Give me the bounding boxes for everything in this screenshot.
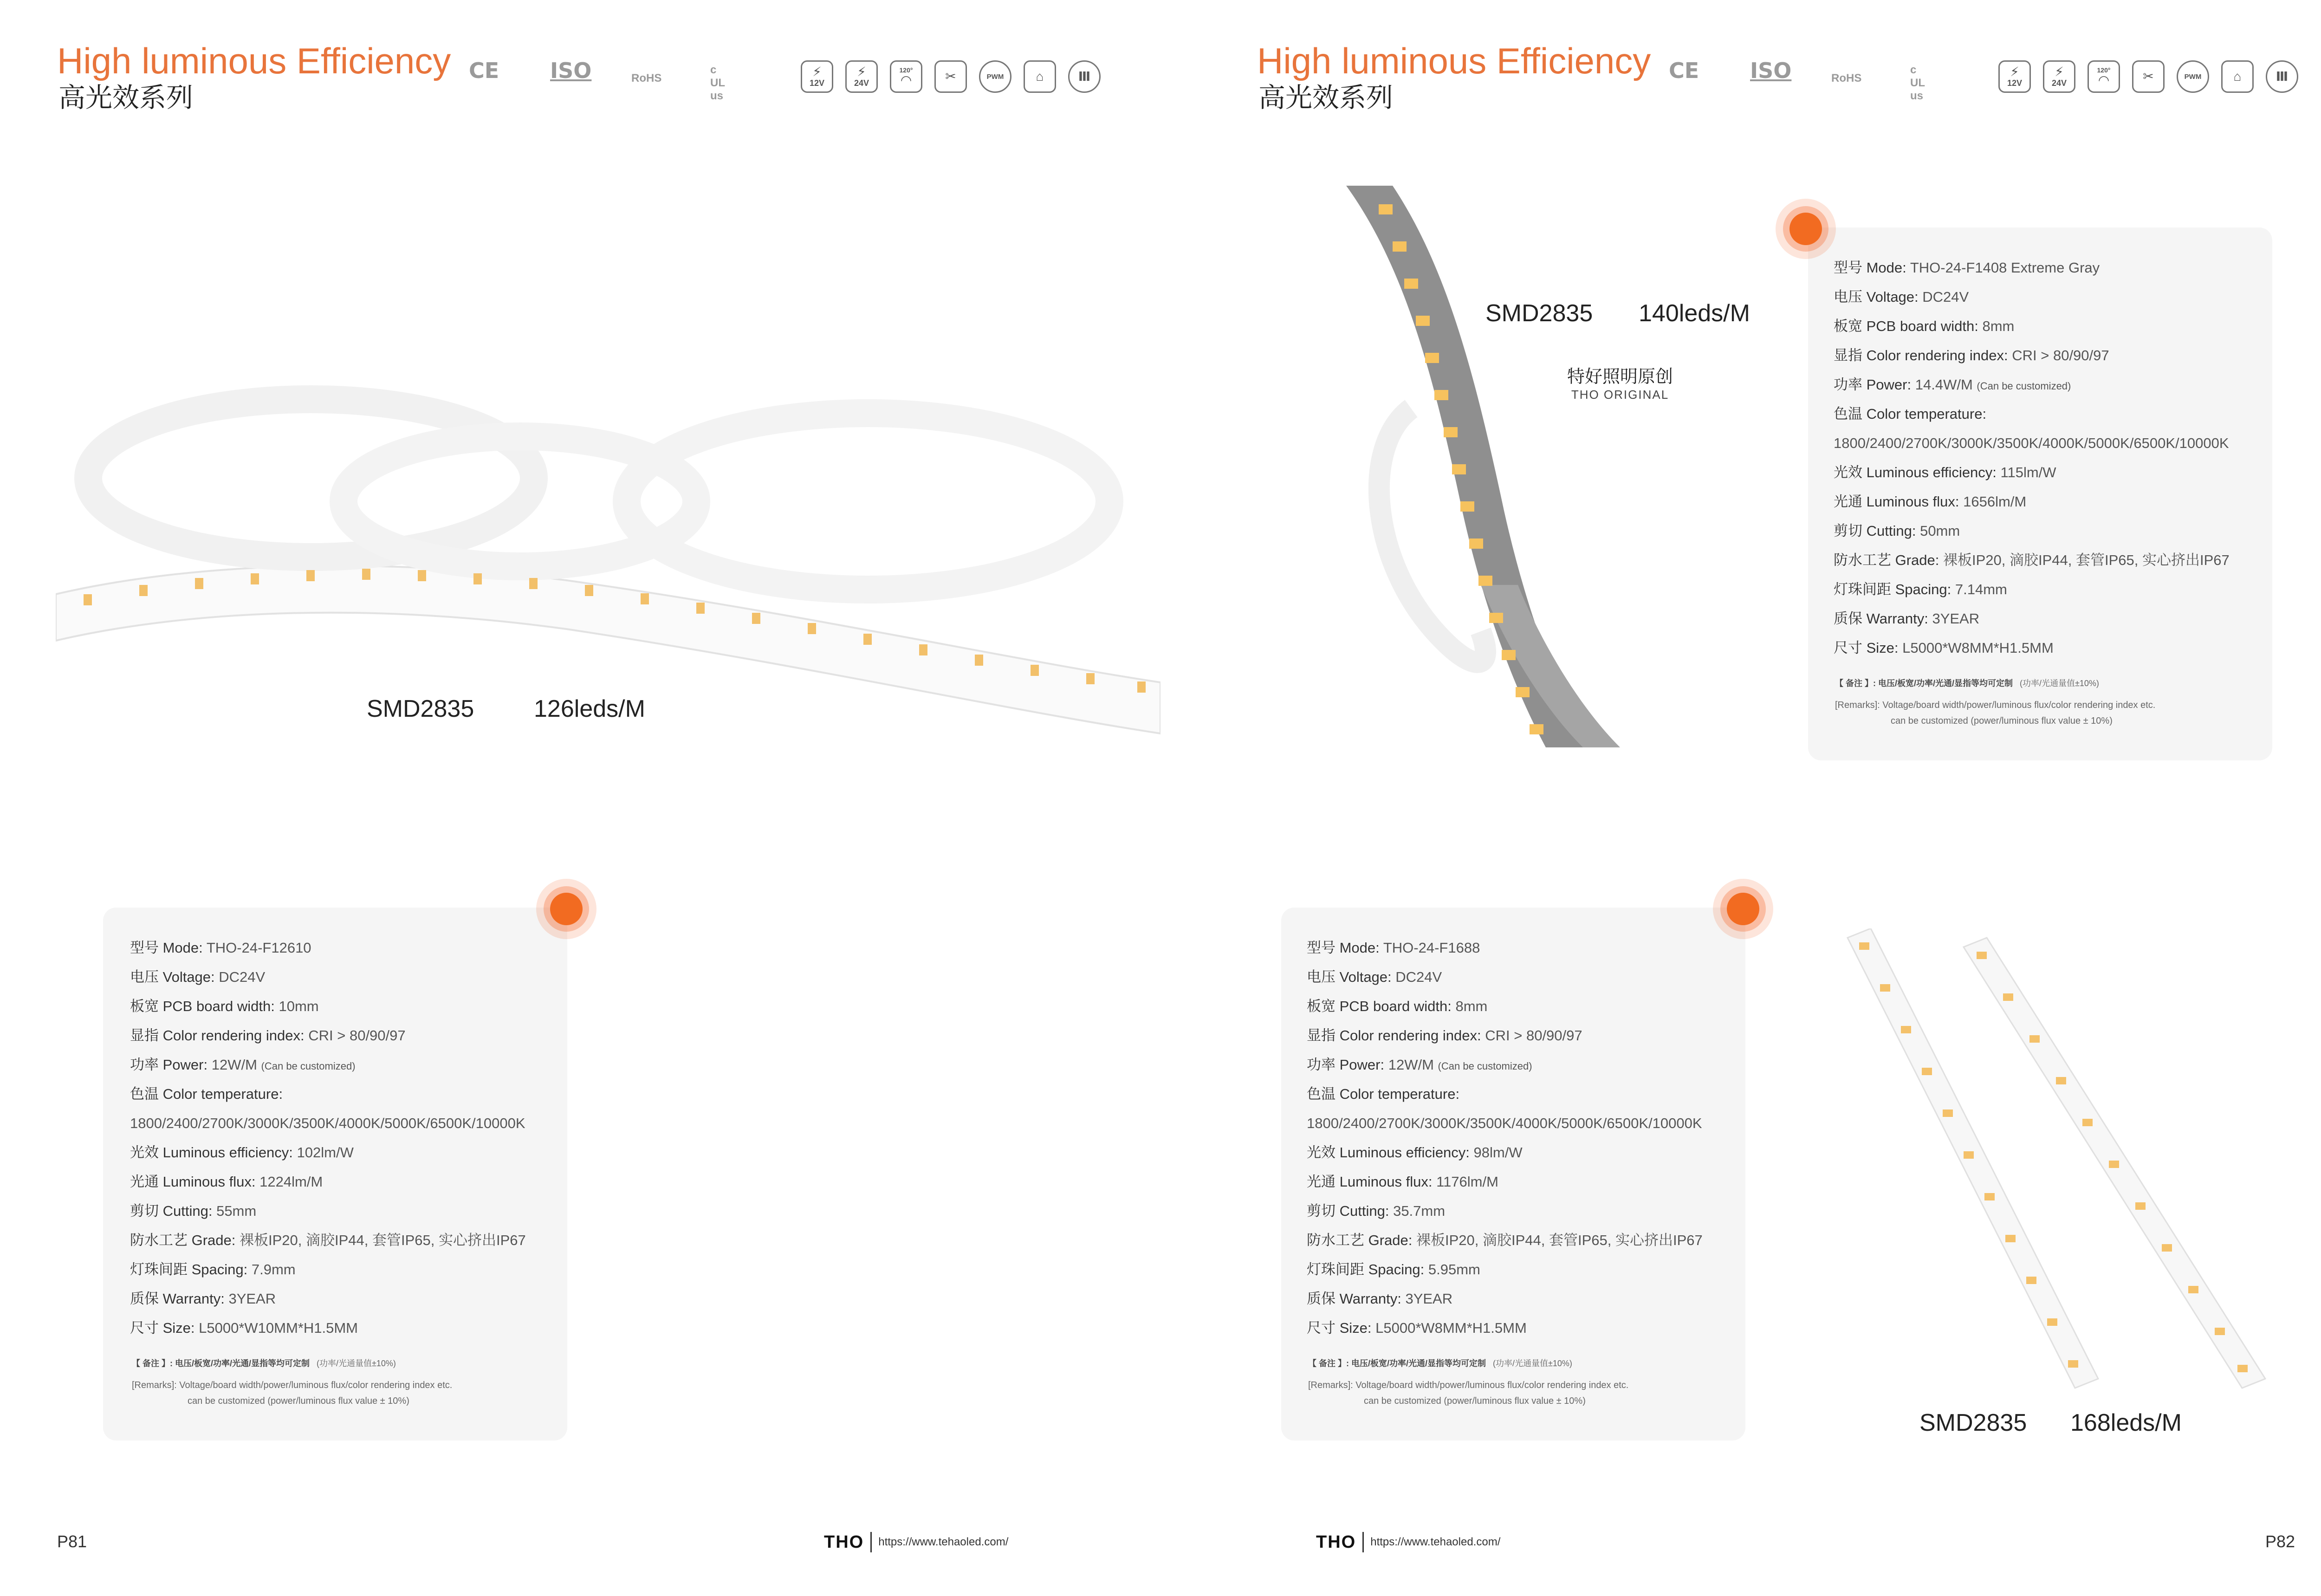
remark-en-1: [Remarks]: Voltage/board width/power/luminous flux/color rendering index etc. [1308,1380,1629,1390]
iso-icon: ISO [550,58,592,83]
spec-card-f1408 [1808,227,2272,760]
feature-icons [801,60,1101,93]
spec-list [1307,933,1703,1343]
spec-spacing: 灯珠间距 Spacing: 5.95mm [1307,1261,1480,1278]
spec-efficiency: 光效 Luminous efficiency: 98lm/W [1307,1144,1523,1161]
spec-list [130,933,526,1343]
24v-icon: ⚡ 24V [845,60,878,93]
page-number-right: P82 [2265,1532,2295,1551]
spec-color-temp-values: 1800/2400/2700K/3000K/3500K/4000K/5000K/6500K/10000K [1834,435,2229,451]
remark-cn: 【 备注 】: 电压/板宽/功率/光通/显指等均可定制 (功率/光通量值±10%) [132,1359,396,1368]
remark-en-2: can be customized (power/luminous flux value ± 10%) [1364,1396,1586,1406]
spec-size: 尺寸 Size: L5000*W8MM*H1.5MM [1307,1320,1527,1336]
smd-model-140: SMD2835 [1485,300,1593,327]
spec-card-f1688 [1281,908,1745,1440]
page-title-en: High luminous Efficiency [57,40,451,81]
website-link[interactable]: https://www.tehaoled.com/ [878,1536,1009,1548]
page-number-left: P81 [57,1532,87,1551]
cut-icon: ✂ [934,60,967,93]
led-strip-image-168 [1838,928,2275,1393]
spec-grade: 防水工艺 Grade: 裸板IP20, 滴胶IP44, 套管IP65, 实心挤出IP67 [1834,552,2230,568]
tho-logo: THO [1316,1532,1356,1552]
spec-list [1834,253,2230,662]
led-strip-image-140 [1342,186,1685,747]
spec-pcb-width: 板宽 PCB board width: 8mm [1307,998,1488,1014]
spec-color-temp-values: 1800/2400/2700K/3000K/3500K/4000K/5000K/6500K/10000K [1307,1115,1702,1131]
spec-warranty: 质保 Warranty: 3YEAR [1834,610,1980,627]
remark-en-1: [Remarks]: Voltage/board width/power/luminous flux/color rendering index etc. [132,1380,453,1390]
page-title-en-right: High luminous Efficiency [1257,40,1651,81]
spec-voltage: 电压 Voltage: DC24V [1307,969,1442,985]
indoor-icon: ⌂ [1024,60,1056,93]
orange-dot-marker [536,879,596,939]
spec-grade: 防水工艺 Grade: 裸板IP20, 滴胶IP44, 套管IP65, 实心挤出IP67 [130,1232,526,1248]
spec-mode: 型号 Mode: THO-24-F1688 [1307,940,1480,956]
pwm-icon: PWM [2177,60,2209,93]
spec-cri: 显指 Color rendering index: CRI > 80/90/97 [1307,1027,1582,1044]
spec-power: 功率 Power: 14.4W/M (Can be customized) [1834,376,2071,393]
spec-flux: 光通 Luminous flux: 1224lm/M [130,1174,323,1190]
orange-dot-marker [1713,879,1773,939]
cut-icon: ✂ [2132,60,2165,93]
iso-icon: ISO [1750,58,1792,83]
spec-color-temp-values: 1800/2400/2700K/3000K/3500K/4000K/5000K/6500K/10000K [130,1115,525,1131]
ce-icon: CE [1669,58,1699,83]
spec-flux: 光通 Luminous flux: 1176lm/M [1307,1174,1498,1190]
page-title-cn: 高光效系列 [58,83,194,113]
24v-icon: ⚡ 24V [2043,60,2075,93]
tho-original-stamp: 特好照明原创 THO ORIGINAL [1567,367,1673,402]
spec-spacing: 灯珠间距 Spacing: 7.9mm [130,1261,296,1278]
rohs-icon: RoHS [631,72,662,84]
ul-icon: c UL us [1910,64,1925,102]
spec-power: 功率 Power: 12W/M (Can be customized) [1307,1057,1532,1073]
ce-icon: CE [469,58,499,83]
spec-warranty: 质保 Warranty: 3YEAR [1307,1291,1453,1307]
smd-density-126: 126leds/M [534,695,645,722]
dimming-icon: Ⅲ [1068,60,1101,93]
pwm-icon: PWM [979,60,1011,93]
spec-mode: 型号 Mode: THO-24-F12610 [130,940,311,956]
ul-icon: c UL us [710,64,725,102]
spec-flux: 光通 Luminous flux: 1656lm/M [1834,493,2027,510]
dimming-icon: Ⅲ [2266,60,2298,93]
smd-model-168: SMD2835 [1919,1409,2027,1436]
orange-dot-marker [1776,199,1836,259]
spec-color-temp: 色温 Color temperature: [1834,406,1987,422]
feature-icons-right [1998,60,2298,93]
spec-pcb-width: 板宽 PCB board width: 8mm [1834,318,2015,334]
spec-voltage: 电压 Voltage: DC24V [130,969,266,985]
spec-color-temp: 色温 Color temperature: [130,1086,283,1102]
rohs-icon: RoHS [1831,72,1862,84]
footer-left [824,1532,1008,1552]
spec-spacing: 灯珠间距 Spacing: 7.14mm [1834,581,2007,597]
indoor-icon: ⌂ [2221,60,2254,93]
beam-angle-icon: 120° ◠ [2088,60,2120,93]
remark-en-1: [Remarks]: Voltage/board width/power/luminous flux/color rendering index etc. [1835,700,2156,710]
spec-size: 尺寸 Size: L5000*W10MM*H1.5MM [130,1320,358,1336]
spec-warranty: 质保 Warranty: 3YEAR [130,1291,276,1307]
remark-en-2: can be customized (power/luminous flux value ± 10%) [188,1396,409,1406]
tho-logo: THO [824,1532,864,1552]
spec-pcb-width: 板宽 PCB board width: 10mm [130,998,319,1014]
beam-angle-icon: 120° ◠ [890,60,922,93]
website-link[interactable]: https://www.tehaoled.com/ [1370,1536,1501,1548]
spec-cutting: 剪切 Cutting: 55mm [130,1203,257,1219]
smd-density-140: 140leds/M [1639,300,1750,327]
spec-efficiency: 光效 Luminous efficiency: 102lm/W [130,1144,354,1161]
spec-cutting: 剪切 Cutting: 35.7mm [1307,1203,1446,1219]
spec-power: 功率 Power: 12W/M (Can be customized) [130,1057,356,1073]
spec-voltage: 电压 Voltage: DC24V [1834,289,1969,305]
remark-cn: 【 备注 】: 电压/板宽/功率/光通/显指等均可定制 (功率/光通量值±10%) [1308,1359,1572,1368]
spec-cri: 显指 Color rendering index: CRI > 80/90/97 [1834,347,2109,363]
spec-card-f12610 [103,908,567,1440]
page-title-cn-right: 高光效系列 [1258,83,1394,113]
footer-right [1316,1532,1500,1552]
led-strip-image-126 [56,362,1160,743]
spec-grade: 防水工艺 Grade: 裸板IP20, 滴胶IP44, 套管IP65, 实心挤出IP67 [1307,1232,1703,1248]
spec-cutting: 剪切 Cutting: 50mm [1834,523,1960,539]
remark-cn: 【 备注 】: 电压/板宽/功率/光通/显指等均可定制 (功率/光通量值±10%) [1835,679,2099,688]
smd-model-126: SMD2835 [367,695,474,722]
12v-icon: ⚡ 12V [801,60,833,93]
spec-cri: 显指 Color rendering index: CRI > 80/90/97 [130,1027,406,1044]
12v-icon: ⚡ 12V [1998,60,2031,93]
spec-color-temp: 色温 Color temperature: [1307,1086,1460,1102]
spec-efficiency: 光效 Luminous efficiency: 115lm/W [1834,464,2056,480]
smd-density-168: 168leds/M [2070,1409,2182,1436]
remark-en-2: can be customized (power/luminous flux value ± 10%) [1891,716,2113,726]
spec-mode: 型号 Mode: THO-24-F1408 Extreme Gray [1834,260,2100,276]
spec-size: 尺寸 Size: L5000*W8MM*H1.5MM [1834,640,2054,656]
